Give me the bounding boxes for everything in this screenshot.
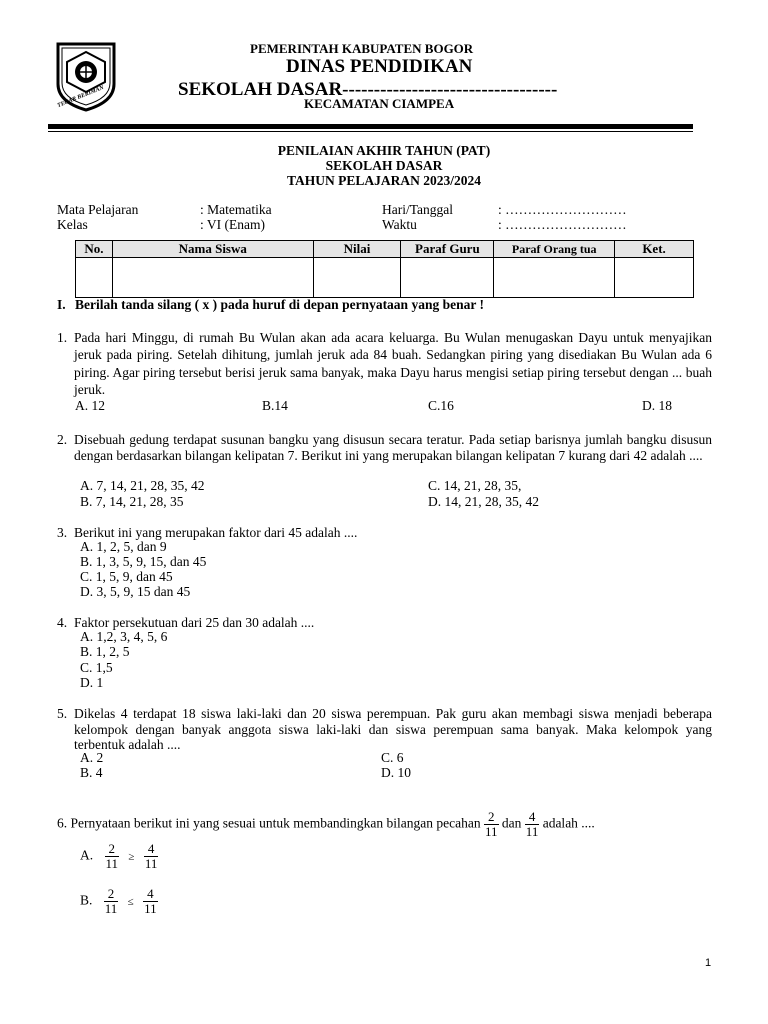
cell-no[interactable] bbox=[76, 258, 113, 298]
fraction: $\frac{2}{11}$ bbox=[104, 886, 118, 916]
q4-option-b[interactable]: B. 1, 2, 5 bbox=[80, 644, 130, 659]
section-number: I. bbox=[57, 297, 66, 312]
q5-option-d[interactable]: D. 10 bbox=[381, 765, 411, 780]
fraction: $\frac{2}{11}$ bbox=[105, 841, 119, 871]
question-text-end: adalah .... bbox=[542, 815, 595, 831]
q5-option-a[interactable]: A. 2 bbox=[80, 750, 104, 765]
header-department: DINAS PENDIDIKAN bbox=[286, 56, 473, 77]
question-number: 6. bbox=[57, 815, 68, 831]
time-label: Waktu bbox=[382, 217, 417, 232]
q3-option-c[interactable]: C. 1, 5, 9, dan 45 bbox=[80, 569, 173, 584]
header-notes: Ket. bbox=[615, 241, 694, 258]
fraction: $\frac{4}{11}$ bbox=[525, 809, 539, 839]
q5-option-c[interactable]: C. 6 bbox=[381, 750, 404, 765]
page-number: 1 bbox=[705, 957, 712, 969]
question-text: Disebuah gedung terdapat susunan bangku yang disusun secara teratur. Pada setiap barisnya jumlah bangku disusun dengan berdasarkan bilangan kelipatan 7. Berikut ini yang merupakan bilangan kelipatan 7 kurang dari 42 adalah .... bbox=[74, 432, 712, 463]
class-value: : VI (Enam) bbox=[200, 217, 265, 232]
question-text: Pada hari Minggu, di rumah Bu Wulan akan ada acara keluarga. Bu Wulan menugaskan Dayu untuk menyajikan jeruk pada piring. Setelah dihitung, jumlah jeruk ada 84 buah. Sedangkan piring yang disediakan Bu Wulan ada 6 piring. Agar piring tersebut berisi jeruk sama banyak, maka Dayu harus mengisi setiap piring tersebut dengan ... buah jeruk. bbox=[74, 330, 712, 398]
cell-parent-sign[interactable] bbox=[494, 258, 615, 298]
header-score: Nilai bbox=[313, 241, 401, 258]
q6-option-a[interactable] bbox=[80, 842, 158, 871]
q3-option-b[interactable]: B. 1, 3, 5, 9, 15, dan 45 bbox=[80, 554, 207, 569]
class-label: Kelas bbox=[57, 217, 88, 232]
question-number: 2. bbox=[57, 432, 68, 447]
cell-score[interactable] bbox=[313, 258, 401, 298]
q2-option-d[interactable]: D. 14, 21, 28, 35, 42 bbox=[428, 494, 539, 509]
header-district: KECAMATAN CIAMPEA bbox=[304, 96, 455, 111]
header-government: PEMERINTAH KABUPATEN BOGOR bbox=[250, 41, 474, 56]
question-number: 1. bbox=[57, 330, 68, 345]
fraction: $\frac{2}{11}$ bbox=[485, 809, 498, 839]
comparison-sign: ≤ bbox=[127, 895, 134, 908]
question-text-mid: dan bbox=[501, 815, 522, 831]
exam-title: PENILAIAN AKHIR TAHUN (PAT) bbox=[277, 143, 491, 158]
section-instruction: Berilah tanda silang ( x ) pada huruf di depan pernyataan yang benar ! bbox=[75, 297, 484, 312]
question-number: 3. bbox=[57, 525, 68, 540]
q3-option-d[interactable]: D. 3, 5, 9, 15 dan 45 bbox=[80, 584, 191, 599]
header-no: No. bbox=[76, 241, 113, 258]
comparison-sign: ≥ bbox=[128, 850, 135, 863]
subject-value: : Matematika bbox=[200, 202, 272, 217]
q1-option-a[interactable]: A. 12 bbox=[75, 398, 105, 413]
header-name: Nama Siswa bbox=[112, 241, 313, 258]
q1-option-b[interactable]: B.14 bbox=[262, 398, 288, 413]
header-school: SEKOLAH DASAR---------------------------------- bbox=[178, 79, 558, 100]
day-value: : ……………………… bbox=[498, 202, 627, 217]
header-rule-thick bbox=[48, 124, 693, 129]
question-1 bbox=[57, 329, 712, 399]
question-number: 4. bbox=[57, 615, 68, 630]
table-row bbox=[76, 258, 694, 298]
q4-option-c[interactable]: C. 1,5 bbox=[80, 660, 113, 675]
exam-level: SEKOLAH DASAR bbox=[325, 158, 443, 173]
subject-label: Mata Pelajaran bbox=[57, 202, 139, 217]
q4-option-a[interactable]: A. 1,2, 3, 4, 5, 6 bbox=[80, 629, 168, 644]
header-teacher-sign: Paraf Guru bbox=[401, 241, 494, 258]
q2-option-b[interactable]: B. 7, 14, 21, 28, 35 bbox=[80, 494, 184, 509]
q4-option-d[interactable]: D. 1 bbox=[80, 675, 104, 690]
question-text: Pernyataan berikut ini yang sesuai untuk membandingkan bilangan pecahan bbox=[70, 815, 481, 831]
q3-option-a[interactable]: A. 1, 2, 5, dan 9 bbox=[80, 539, 167, 554]
school-logo bbox=[50, 40, 122, 112]
header-parent-sign: Paraf Orang tua bbox=[494, 241, 615, 258]
question-5 bbox=[57, 706, 712, 753]
q2-option-c[interactable]: C. 14, 21, 28, 35, bbox=[428, 478, 522, 493]
student-table bbox=[75, 240, 694, 298]
option-label: A. bbox=[80, 847, 94, 863]
header-rule-thin bbox=[48, 131, 693, 132]
day-label: Hari/Tanggal bbox=[382, 202, 454, 217]
question-text: Dikelas 4 terdapat 18 siswa laki-laki dan 20 siswa perempuan. Pak guru akan membagi siswa menjadi beberapa kelompok dengan banyak anggota siswa laki-laki dan siswa perempuan sama banyak. Maka kelompok yang terbentuk adalah .... bbox=[74, 706, 712, 752]
q1-option-d[interactable]: D. 18 bbox=[642, 398, 672, 413]
time-value: : ……………………… bbox=[498, 217, 627, 232]
exam-year: TAHUN PELAJARAN 2023/2024 bbox=[286, 173, 481, 188]
question-text: Faktor persekutuan dari 25 dan 30 adalah .... bbox=[74, 615, 315, 630]
fraction: $\frac{4}{11}$ bbox=[144, 886, 157, 916]
cell-teacher-sign[interactable] bbox=[401, 258, 494, 298]
cell-name[interactable] bbox=[112, 258, 313, 298]
question-6 bbox=[57, 810, 595, 839]
fraction: $\frac{4}{11}$ bbox=[144, 841, 158, 871]
q1-option-c[interactable]: C.16 bbox=[428, 398, 454, 413]
cell-notes[interactable] bbox=[615, 258, 694, 298]
question-2 bbox=[57, 432, 712, 464]
option-label: B. bbox=[80, 892, 93, 908]
q5-option-b[interactable]: B. 4 bbox=[80, 765, 103, 780]
logo-motto: TEGAR BERIMAN bbox=[56, 84, 105, 110]
question-text: Berikut ini yang merupakan faktor dari 45 adalah .... bbox=[74, 525, 358, 540]
table-header-row bbox=[76, 241, 694, 258]
question-number: 5. bbox=[57, 706, 68, 721]
q2-option-a[interactable]: A. 7, 14, 21, 28, 35, 42 bbox=[80, 478, 205, 493]
q6-option-b[interactable] bbox=[80, 887, 158, 916]
